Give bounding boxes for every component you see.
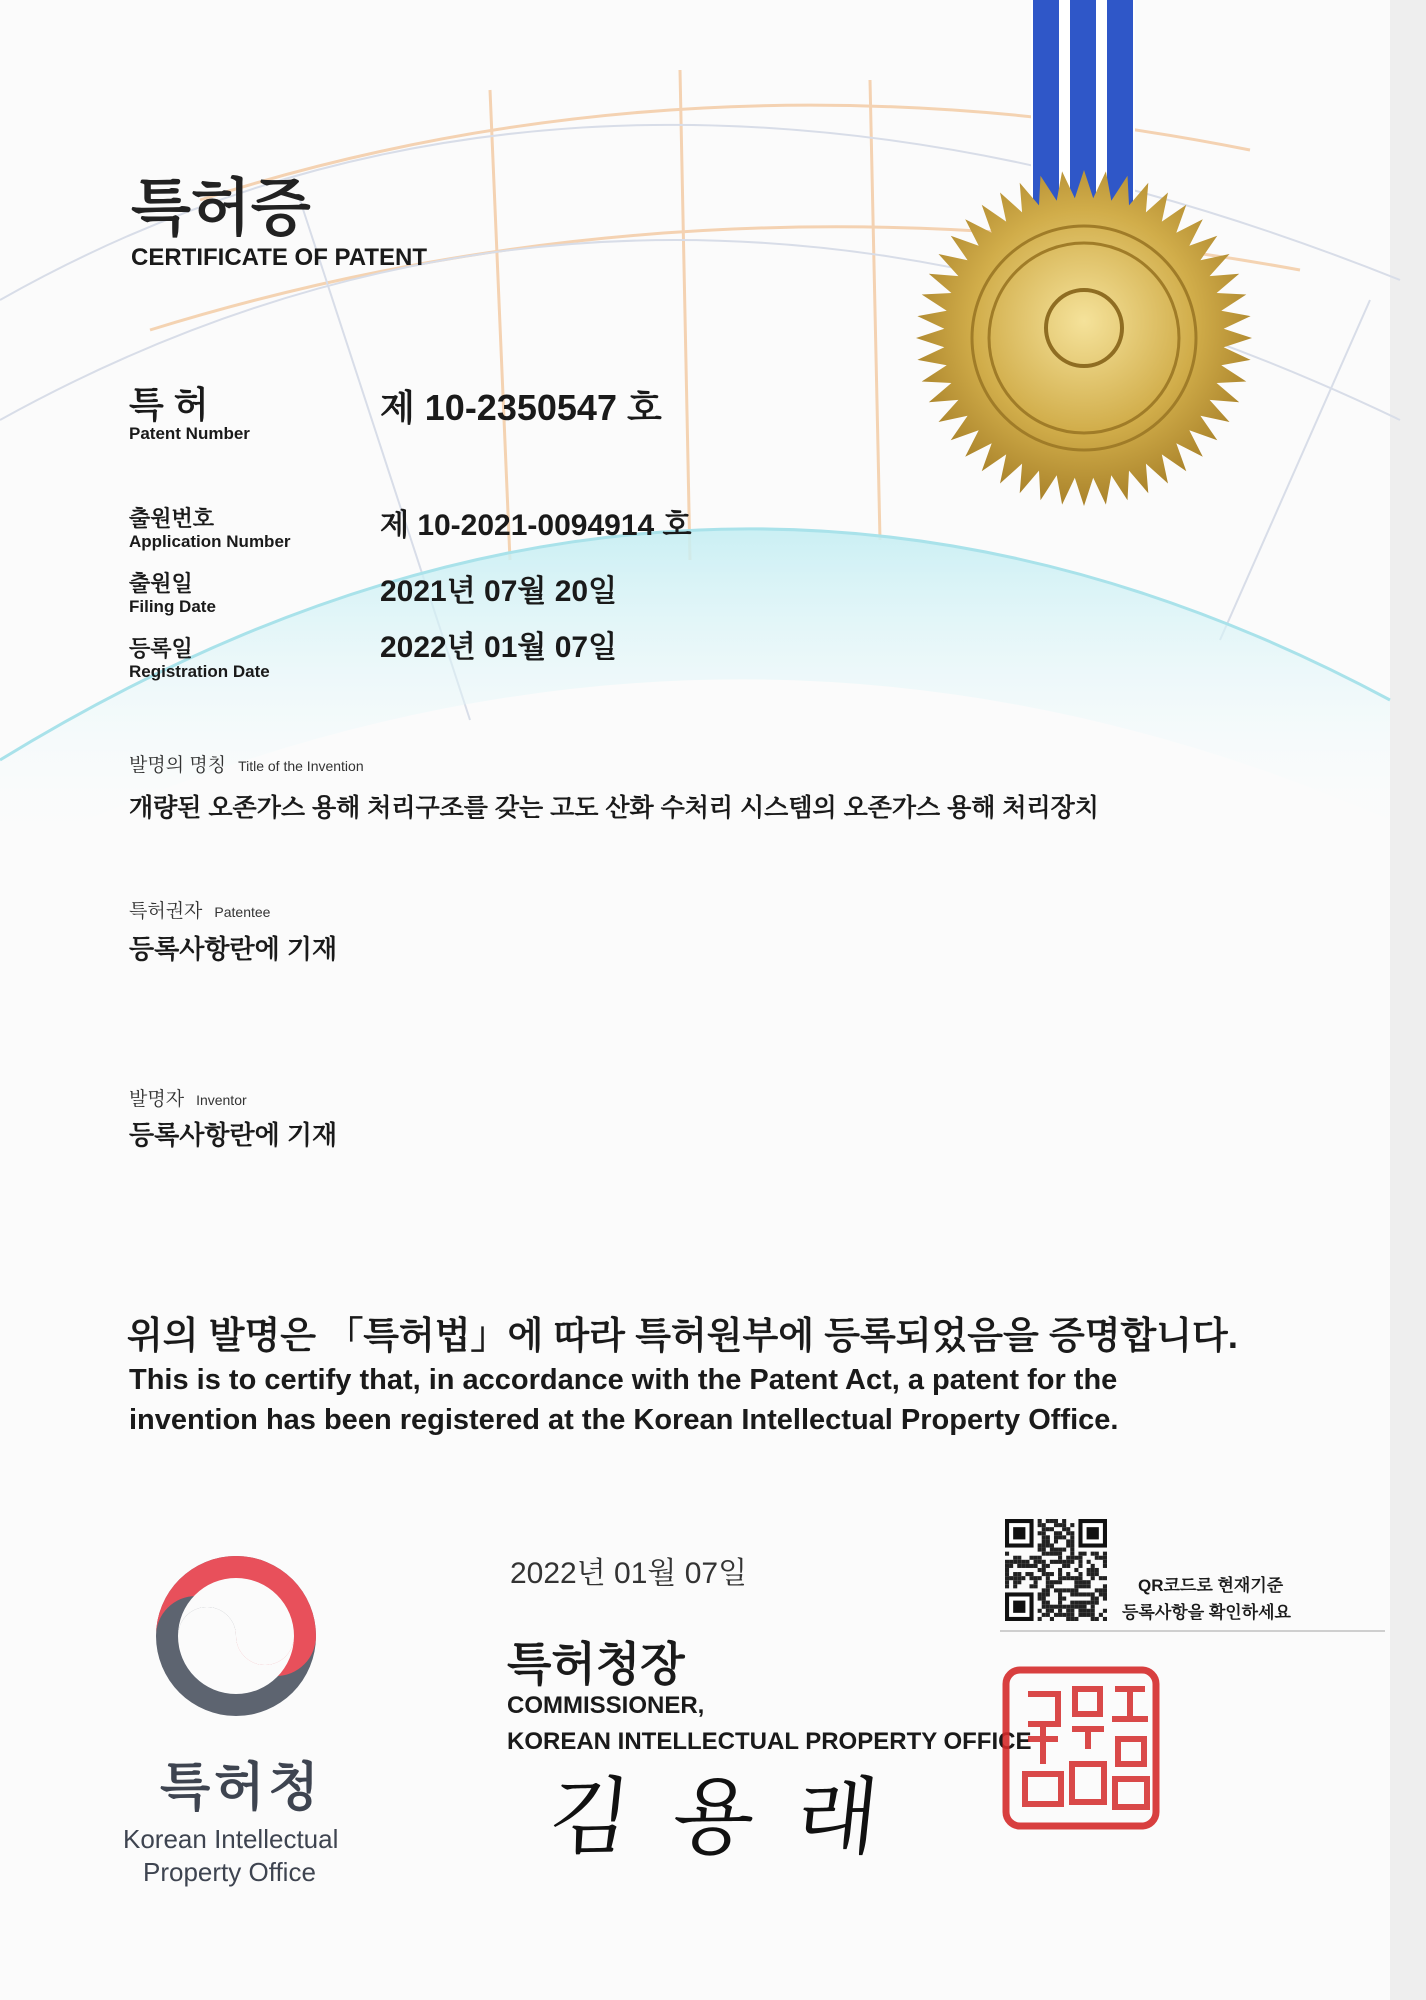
patentee-label [129, 896, 270, 923]
patentee-value: 등록사항란에 기재 [129, 934, 338, 964]
issue-date: 2022년 01월 07일 [510, 1557, 748, 1590]
kipo-logo-icon [153, 1553, 319, 1719]
office-name-en-line1: Korean Intellectual [123, 1824, 339, 1854]
filing-date-label-en: Filing Date [129, 597, 216, 616]
patentee-label-ko: 특허권자 [129, 901, 203, 922]
commissioner-title-ko: 특허청장 [507, 1638, 685, 1690]
gold-medal-seal [916, 170, 1252, 506]
registration-date-value: 2022년 01월 07일 [380, 631, 618, 664]
inventor-label-en: Inventor [196, 1092, 247, 1108]
qr-caption-line2: 등록사항을 확인하세요 [1122, 1603, 1291, 1622]
commissioner-signature: 김 용 래 [544, 1768, 892, 1866]
office-name-ko: 특허청 [160, 1759, 323, 1817]
invention-label-en: Title of the Invention [238, 758, 364, 774]
patent-number-label-en: Patent Number [129, 424, 250, 443]
statement-ko: 위의 발명은 「특허법」에 따라 특허원부에 등록되었음을 증명합니다. [127, 1315, 1238, 1356]
commissioner-title-en-line1: COMMISSIONER, [507, 1692, 705, 1719]
patentee-label-en: Patentee [214, 904, 271, 920]
inventor-value: 등록사항란에 기재 [129, 1120, 338, 1150]
divider [1000, 1630, 1385, 1632]
certificate-title-en: CERTIFICATE OF PATENT [131, 244, 427, 271]
filing-date-label-ko: 출원일 [129, 571, 193, 596]
official-red-seal [1000, 1664, 1162, 1832]
patent-number-value: 제 10-2350547 호 [380, 387, 662, 428]
registration-date-label-ko: 등록일 [129, 636, 193, 661]
application-number-label-en: Application Number [129, 532, 291, 551]
certificate-title-ko: 특허증 [131, 174, 311, 243]
invention-label-ko: 발명의 명칭 [129, 755, 227, 776]
statement-en-line1: This is to certify that, in accordance with the Patent Act, a patent for the [129, 1364, 1118, 1396]
inventor-label-ko: 발명자 [129, 1089, 185, 1110]
commissioner-title-en-line2: KOREAN INTELLECTUAL PROPERTY OFFICE [507, 1728, 1032, 1755]
invention-label [129, 750, 364, 777]
statement-en-line2: invention has been registered at the Korean Intellectual Property Office. [129, 1404, 1119, 1436]
filing-date-value: 2021년 07월 20일 [380, 575, 618, 608]
application-number-label-ko: 출원번호 [129, 506, 215, 531]
inventor-label [129, 1084, 247, 1111]
application-number-value: 제 10-2021-0094914 호 [380, 509, 692, 542]
office-name-en-line2: Property Office [143, 1857, 316, 1887]
patent-number-label-ko: 특 허 [129, 384, 209, 425]
qr-code[interactable] [1005, 1518, 1107, 1622]
qr-caption-line1: QR코드로 현재기준 [1138, 1576, 1284, 1595]
registration-date-label-en: Registration Date [129, 662, 270, 681]
invention-title: 개량된 오존가스 용해 처리구조를 갖는 고도 산화 수처리 시스템의 오존가스 용해 처리장치 [129, 794, 1099, 822]
